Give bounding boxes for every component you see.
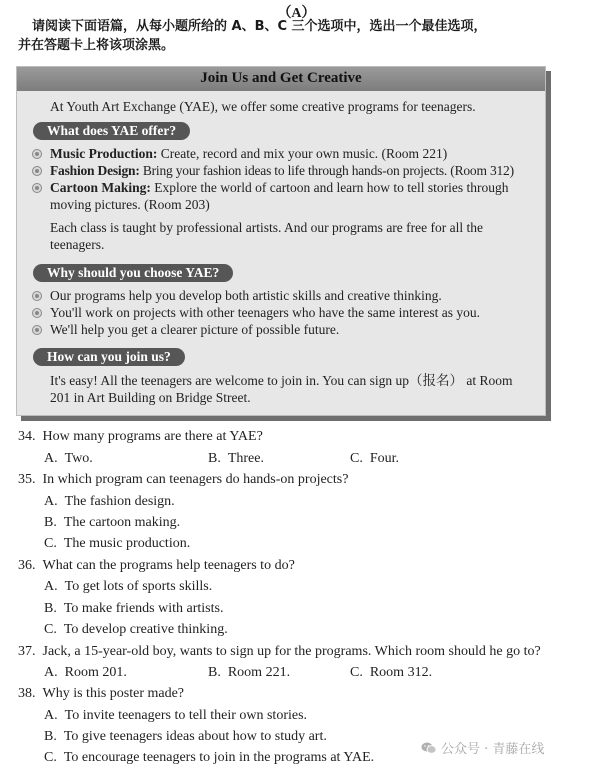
option-36-a[interactable] (44, 578, 212, 596)
option-38-a[interactable] (44, 707, 307, 725)
option-text: To get lots of sports skills. (64, 579, 213, 594)
program-name: Music Production: (50, 146, 158, 161)
classes-note-line-2: teenagers. (50, 237, 105, 252)
question-text: How many programs are there at YAE? (42, 429, 263, 444)
option-37-b[interactable] (208, 664, 290, 682)
question-36 (18, 557, 295, 575)
option-text: To develop creative thinking. (63, 622, 228, 637)
option-letter: B. (44, 729, 57, 744)
option-text: Room 201. (64, 665, 127, 680)
bullet-icon (32, 149, 42, 159)
poster (16, 66, 546, 416)
question-number: 34. (18, 429, 36, 444)
option-text: Two. (64, 451, 93, 466)
question-text: Why is this poster made? (42, 686, 185, 701)
option-34-a[interactable] (44, 450, 93, 468)
option-35-b[interactable] (44, 514, 180, 532)
option-35-c[interactable] (44, 535, 190, 553)
join-line-2: 201 in Art Building on Bridge Street. (50, 390, 251, 405)
option-letter: B. (44, 601, 57, 616)
question-37 (18, 643, 541, 661)
watermark (421, 738, 544, 757)
bullet-icon (32, 291, 42, 301)
option-letter: A. (44, 494, 58, 509)
option-letter: A. (44, 451, 58, 466)
program-name: Cartoon Making: (50, 180, 151, 195)
question-number: 35. (18, 472, 36, 487)
reason-item: Our programs help you develop both artistic skills and creative thinking. (50, 288, 442, 303)
reason-item: You'll work on projects with other teenagers who have the same interest as you. (50, 305, 480, 320)
instructions (18, 17, 578, 55)
question-number: 36. (18, 558, 36, 573)
bullet-icon (32, 308, 42, 318)
option-letter: C. (350, 665, 363, 680)
poster-title: Join Us and Get Creative (200, 70, 362, 86)
option-36-c[interactable] (44, 621, 228, 639)
option-letter: A. (44, 579, 58, 594)
bullet-icon (32, 183, 42, 193)
option-letter: C. (44, 622, 57, 637)
program-music (50, 145, 447, 162)
option-text: The fashion design. (64, 494, 175, 509)
option-38-b[interactable] (44, 728, 327, 746)
option-34-b[interactable] (208, 450, 264, 468)
program-desc: Bring your fashion ideas to life through hands-on projects. (Room 312) (139, 163, 514, 178)
option-letter: B. (44, 515, 57, 530)
option-text: The cartoon making. (63, 515, 181, 530)
option-34-c[interactable] (350, 450, 399, 468)
option-text: To invite teenagers to tell their own stories. (64, 708, 308, 723)
section-mark: （A） (277, 6, 316, 21)
option-37-c[interactable] (350, 664, 432, 682)
option-letter: C. (350, 451, 363, 466)
option-letter: A. (44, 708, 58, 723)
question-35 (18, 471, 348, 489)
question-text: In which program can teenagers do hands-on projects? (42, 472, 349, 487)
instructions-line-2: 并在答题卡上将该项涂黑。 (18, 38, 175, 53)
question-34 (18, 428, 263, 446)
question-text: Jack, a 15-year-old boy, wants to sign up for the programs. Which room should he go to? (42, 644, 541, 659)
option-text: Room 221. (227, 665, 291, 680)
option-letter: C. (44, 750, 57, 765)
program-cartoon-cont: moving pictures. (Room 203) (50, 197, 210, 212)
classes-note-line-1: Each class is taught by professional artists. And our programs are free for all the (50, 220, 483, 235)
option-letter: B. (208, 451, 221, 466)
section-heading-offer: What does YAE offer? (33, 122, 190, 140)
bullet-icon (32, 166, 42, 176)
join-line-1: It's easy! All the teenagers are welcome to join in. You can sign up（报名） at Room (50, 373, 513, 388)
poster-intro: At Youth Art Exchange (YAE), we offer some creative programs for teenagers. (50, 99, 476, 114)
instructions-line-1: 请阅读下面语篇，从每小题所给的 A、B、C 三个选项中，选出一个最佳选项， (32, 19, 487, 34)
question-number: 38. (18, 686, 36, 701)
program-fashion (50, 162, 514, 179)
option-text: To make friends with artists. (63, 601, 224, 616)
option-text: To give teenagers ideas about how to study art. (63, 729, 327, 744)
option-letter: C. (44, 536, 57, 551)
option-letter: A. (44, 665, 58, 680)
wechat-icon (421, 742, 437, 754)
question-38 (18, 685, 184, 703)
option-38-c[interactable] (44, 749, 374, 767)
section-heading-join: How can you join us? (33, 348, 185, 366)
program-desc: Explore the world of cartoon and learn how to tell stories through (150, 180, 509, 195)
option-text: Room 312. (369, 665, 433, 680)
option-text: Four. (369, 451, 400, 466)
section-heading-why: Why should you choose YAE? (33, 264, 233, 282)
bullet-icon (32, 325, 42, 335)
program-name: Fashion Design: (50, 163, 140, 178)
program-cartoon (50, 179, 509, 196)
reason-item: We'll help you get a clearer picture of possible future. (50, 322, 340, 337)
program-desc: Create, record and mix your own music. (Room 221) (157, 146, 448, 161)
option-text: The music production. (63, 536, 191, 551)
question-number: 37. (18, 644, 36, 659)
option-37-a[interactable] (44, 664, 127, 682)
option-text: To encourage teenagers to join in the programs at YAE. (63, 750, 375, 765)
option-text: Three. (227, 451, 264, 466)
option-letter: B. (208, 665, 221, 680)
watermark-text: 公众号 · 青藤在线 (441, 742, 545, 757)
option-35-a[interactable] (44, 493, 175, 511)
option-36-b[interactable] (44, 600, 223, 618)
question-text: What can the programs help teenagers to do? (42, 558, 295, 573)
